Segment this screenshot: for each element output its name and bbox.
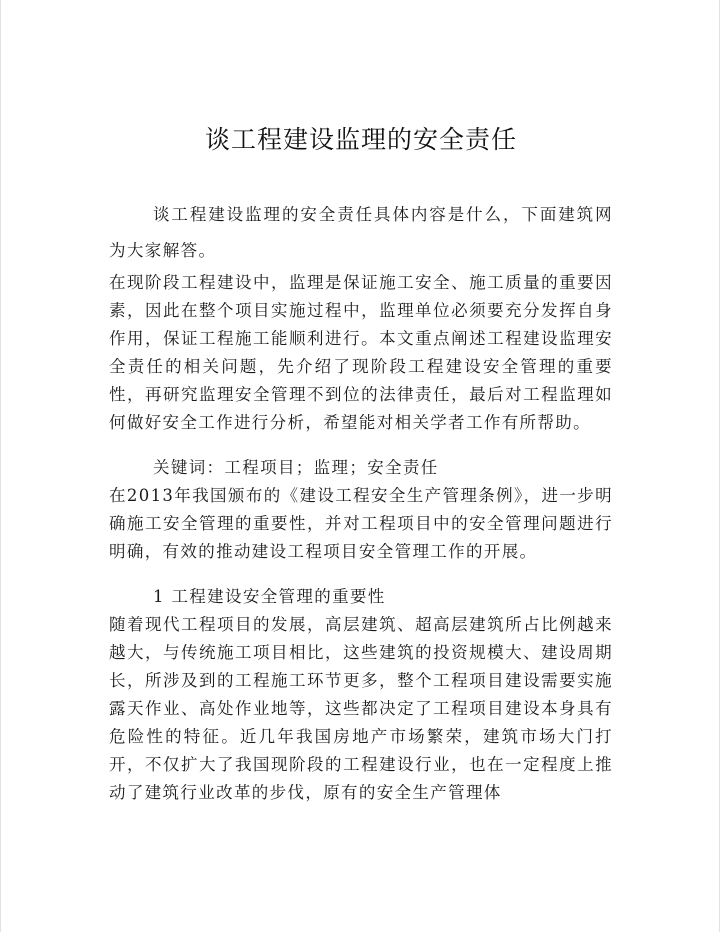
section-heading: 1 工程建设安全管理的重要性 [153, 587, 386, 606]
paragraph-gap [109, 437, 613, 454]
keywords-line: 关键词：工程项目；监理；安全责任 [153, 458, 439, 477]
document-title: 谈工程建设监理的安全责任 [204, 125, 517, 154]
abstract-paragraph: 在现阶段工程建设中，监理是保证施工安全、施工质量的重要因素，因此在整个项目实施过程中，监理单位必须要充分发挥自身作用，保证工程施工能顺利进行。本文重点阐述工程建设监理安全责任的相关问题，先介绍了现阶段工程建设安全管理的重要性，再研究监理安全管理不到位的法律责任，最后对工程监理如何做好安全工作进行分析，希望能对相关学者工作有所帮助。 [109, 273, 613, 432]
document-body [109, 197, 613, 807]
body-paragraph: 随着现代工程项目的发展，高层建筑、超高层建筑所占比例越来越大，与传统施工项目相比，这些建筑的投资规模大、建设周期长，所涉及到的工程施工环节更多，整个工程项目建设需要实施露天作业、高处作业地等，这些都决定了工程项目建设本身具有危险性的特征。近几年我国房地产市场繁荣，建筑市场大门打开，不仅扩大了我国现阶段的工程建设行业，也在一定程度上推动了建筑行业改革的步伐，原有的安全生产管理体 [109, 615, 613, 802]
body-paragraph: 在2013年我国颁布的《建设工程安全生产管理条例》，进一步明确施工安全管理的重要性，并对工程项目中的安全管理问题进行明确，有效的推动建设工程项目安全管理工作的开展。 [109, 486, 613, 561]
paragraph-gap [109, 566, 613, 583]
intro-paragraph: 谈工程建设监理的安全责任具体内容是什么，下面建筑网为大家解答。 [109, 205, 613, 260]
